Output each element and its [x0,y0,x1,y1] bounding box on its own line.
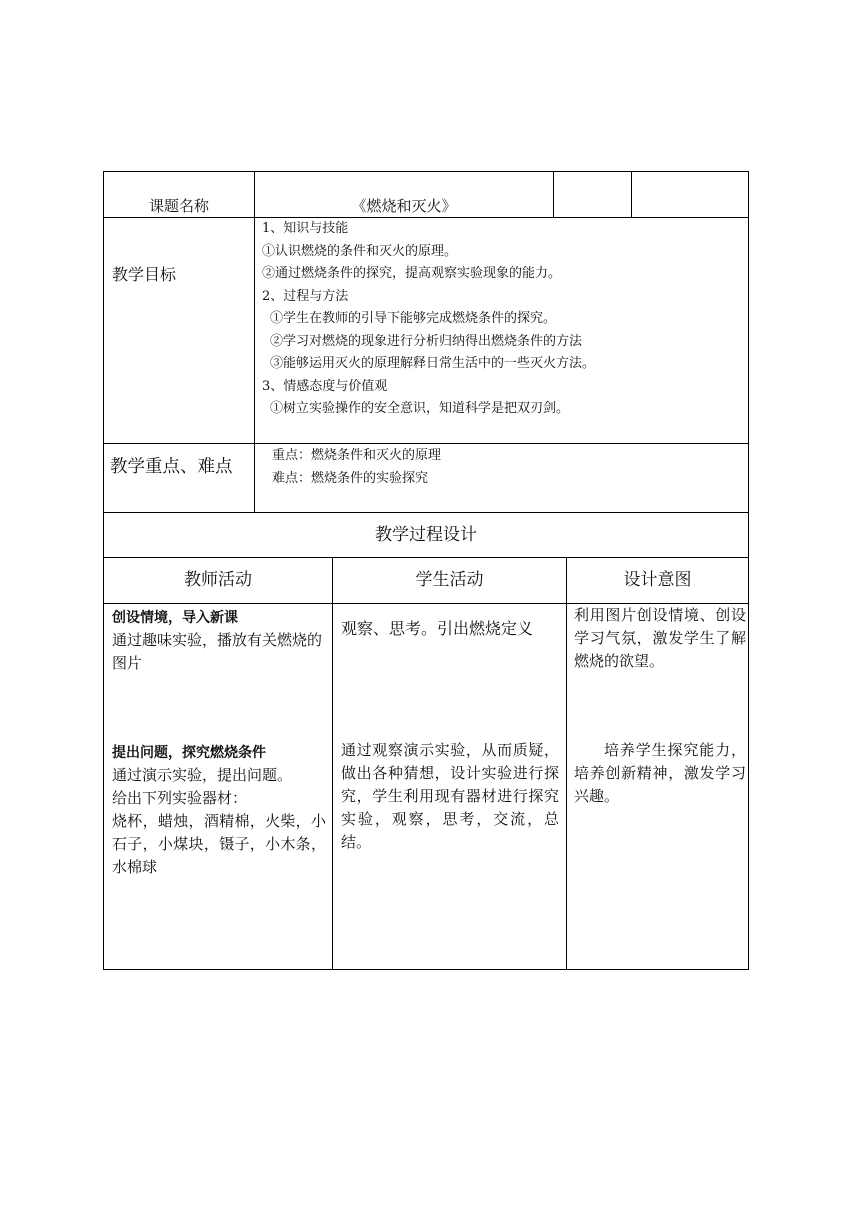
objectives-label: 教学目标 [112,265,177,284]
column-divider [566,557,567,969]
key-points-label: 教学重点、难点 [110,457,233,477]
objective-line: ②通过燃烧条件的探究，提高观察实验现象的能力。 [262,266,562,281]
intent-stage-1: 利用图片创设情境、创设学习气氛，激发学生了解燃烧的欲望。 [574,606,746,670]
process-title: 教学过程设计 [375,525,477,545]
objective-line: ①树立实验操作的安全意识，知道科学是把双刃剑。 [270,401,570,416]
lesson-title-label: 课题名称 [148,197,209,215]
row-divider [103,443,749,444]
stage-text-line: 给出下列实验器材： [112,789,248,807]
column-divider [631,171,632,217]
column-divider [332,557,333,969]
objective-line: ③能够运用灭火的原理解释日常生活中的一些灭火方法。 [270,356,596,371]
stage-heading: 创设情境，导入新课 [112,610,238,626]
teacher-stage-2 [112,742,326,879]
student-activity-header: 学生活动 [415,570,484,590]
row-divider [103,557,749,558]
objective-line: ②学习对燃烧的现象进行分析归纳得出燃烧条件的方法 [270,333,583,349]
objective-line: 3、情感态度与价值观 [262,378,388,394]
design-intent-header: 设计意图 [623,570,692,590]
table-border-right [748,171,749,970]
lesson-title-value: 《燃烧和灭火》 [351,197,457,215]
key-point-focus: 重点：燃烧条件和灭火的原理 [272,448,442,463]
objective-line: 1、知识与技能 [262,221,349,236]
stage-text: 通过趣味实验，播放有关燃烧的图片 [112,631,323,672]
stage-text-line: 通过演示实验，提出问题。 [112,766,293,784]
column-divider [254,171,255,512]
student-stage-2: 通过观察演示实验，从而质疑，做出各种猜想，设计实验进行探究，学生利用现有器材进行探究实验，观察，思考，交流，总结。 [341,741,559,851]
objectives-list [262,218,746,421]
key-points-content [272,445,742,490]
column-divider [553,171,554,217]
objective-line: ①学生在教师的引导下能够完成燃烧条件的探究。 [270,311,557,326]
objective-line: 2、过程与方法 [262,288,349,304]
objective-line: ①认识燃烧的条件和灭火的原理。 [262,243,458,259]
stage-heading: 提出问题，探究燃烧条件 [112,745,266,761]
student-stage-1: 观察、思考。引出燃烧定义 [341,619,534,638]
row-divider [103,512,749,513]
table-border-top [103,171,749,172]
key-point-difficulty: 难点：燃烧条件的实验探究 [272,470,429,486]
table-border-bottom [103,969,749,970]
teacher-stage-1 [112,607,326,675]
intent-stage-2: 培养学生探究能力，培养创新精神，激发学习兴趣。 [574,741,746,805]
teacher-activity-header: 教师活动 [184,570,252,590]
stage-text-line: 烧杯，蜡烛，酒精棉，火柴，小石子，小煤块，镊子，小木条，水棉球 [112,812,326,876]
